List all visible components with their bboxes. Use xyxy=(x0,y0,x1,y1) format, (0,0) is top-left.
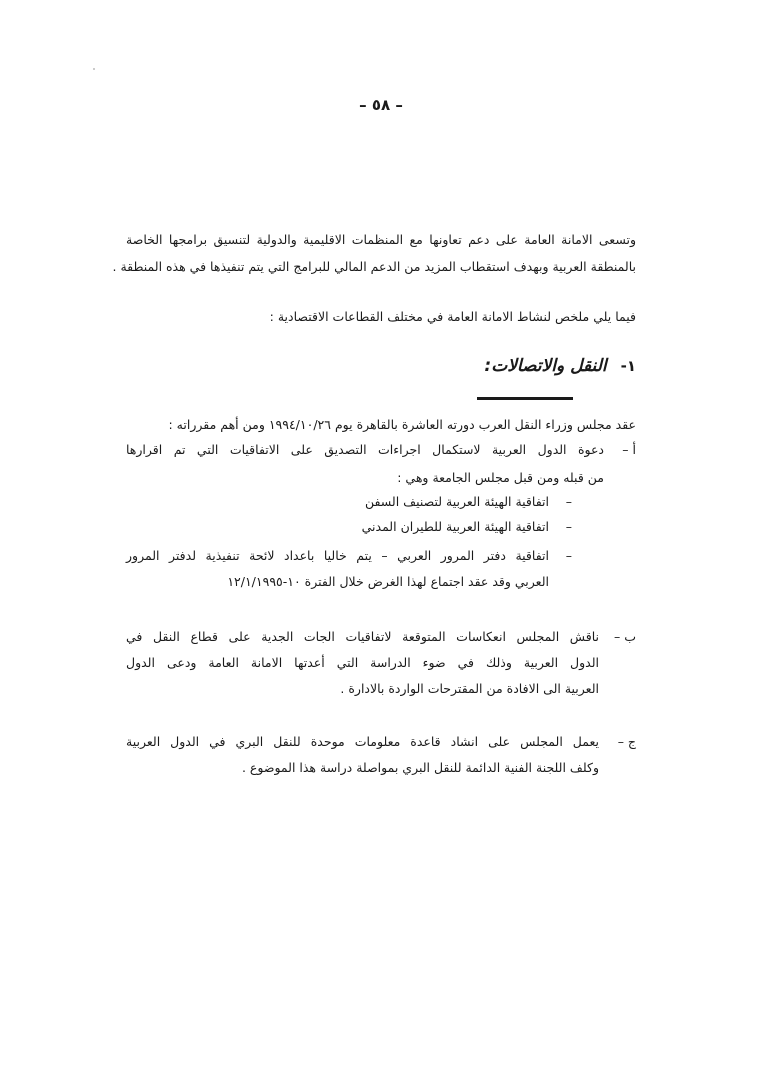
intro-line-2: بالمنطقة العربية وبهدف استقطاب المزيد من الدعم المالي للبرامج التي يتم تنفيذها في هذه المنطقة . xyxy=(112,259,636,274)
intro-line-1: وتسعى الامانة العامة على دعم تعاونها مع المنظمات الاقليمية والدولية لتنسيق برامجها الخاصة xyxy=(126,232,636,247)
council-line: عقد مجلس وزراء النقل العرب دورته العاشرة بالقاهرة يوم ١٩٩٤/١٠/٢٦ ومن أهم مقرراته : xyxy=(168,417,636,432)
item-a-marker: أ – xyxy=(622,442,636,457)
bullet-1-text: اتفاقية الهيئة العربية لتصنيف السفن xyxy=(364,494,549,509)
scan-speck xyxy=(93,68,95,70)
section-number: ١- xyxy=(620,357,636,375)
bullet-3-line-2: العربي وقد عقد اجتماع لهذا الغرض خلال الفترة ١٠-١٢/١/١٩٩٥ xyxy=(227,574,549,589)
bullet-2-text: اتفاقية الهيئة العربية للطيران المدني xyxy=(361,519,549,534)
summary-line: فيما يلي ملخص لنشاط الامانة العامة في مختلف القطاعات الاقتصادية : xyxy=(269,309,636,324)
bullet-1-dash: – xyxy=(565,494,572,509)
item-c-line-1: يعمل المجلس على انشاد قاعدة معلومات موحدة للنقل البري في الدول العربية xyxy=(126,734,599,749)
item-c-marker: ج – xyxy=(617,734,636,749)
item-b-marker: ب – xyxy=(614,629,636,644)
section-underline xyxy=(477,397,573,400)
bullet-2-dash: – xyxy=(565,519,572,534)
item-a-line-2: من قبله ومن قبل مجلس الجامعة وهي : xyxy=(397,470,604,485)
page-number: – ٥٨ – xyxy=(359,96,403,114)
section-heading xyxy=(484,356,636,376)
item-b-line-2: الدول العربية وذلك في ضوء الدراسة التي أعدتها الامانة العامة ودعى الدول xyxy=(126,655,599,670)
item-c-line-2: وكلف اللجنة الفنية الدائمة للنقل البري بمواصلة دراسة هذا الموضوع . xyxy=(241,760,599,775)
item-a-line-1: دعوة الدول العربية لاستكمال اجراءات التصديق على الاتفاقيات التي تم اقرارها xyxy=(126,442,604,457)
item-b-line-1: ناقش المجلس انعكاسات المتوقعة لاتفاقيات الجات الجدية على قطاع النقل في xyxy=(126,629,599,644)
item-b-line-3: العربية الى الافادة من المقترحات الواردة بالادارة . xyxy=(340,681,599,696)
section-title: النقل والاتصالات: xyxy=(484,356,607,376)
bullet-3-line-1: اتفاقية دفتر المرور العربي – يتم خاليا باعداد لائحة تنفيذية لدفتر المرور xyxy=(126,548,549,563)
bullet-3-dash: – xyxy=(565,548,572,563)
